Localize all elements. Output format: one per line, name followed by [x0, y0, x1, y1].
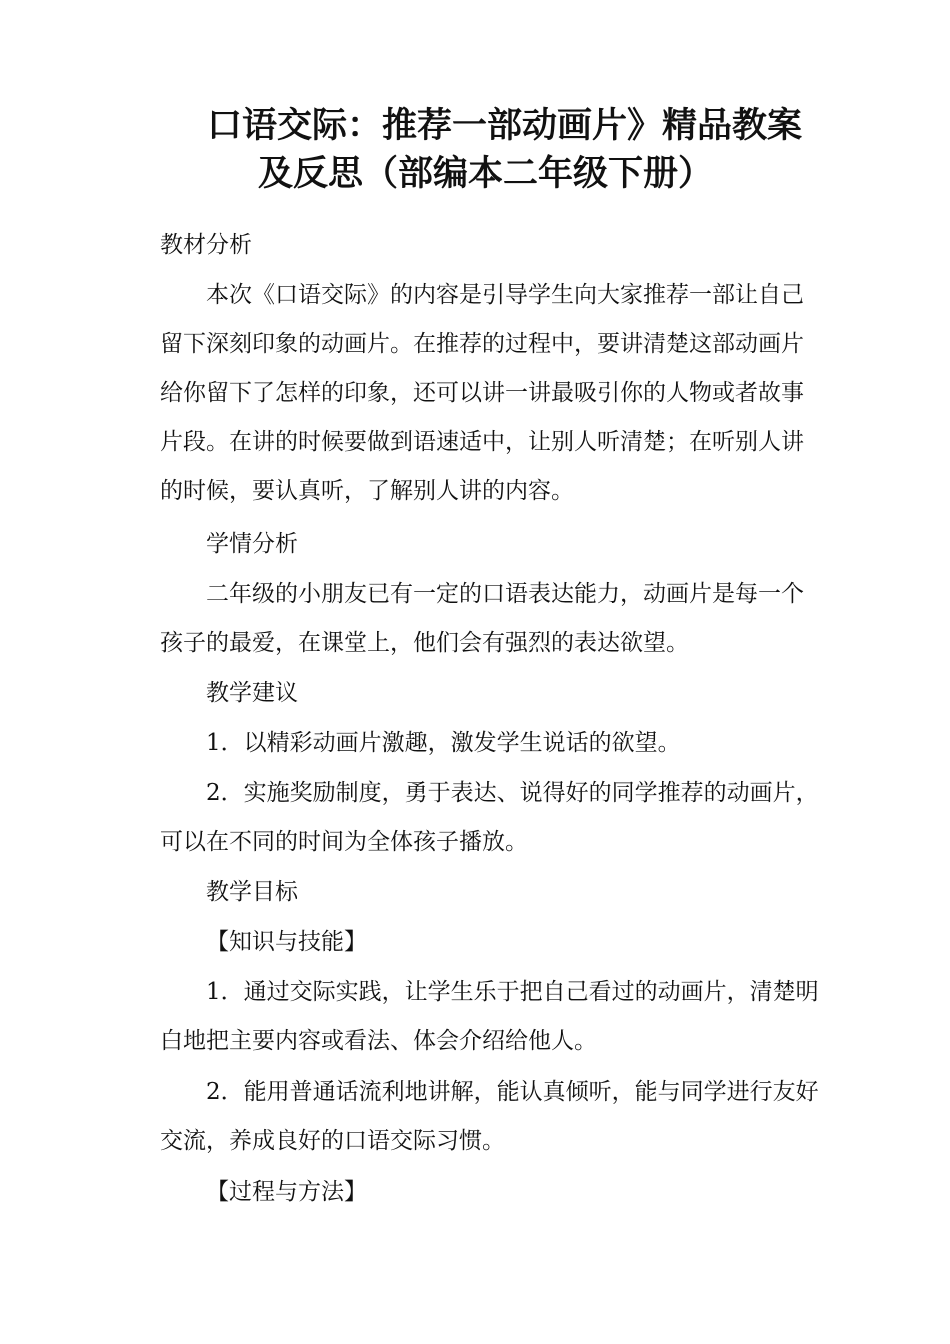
document-title-line-2: 及反思（部编本二年级下册）	[258, 154, 714, 194]
paragraph-student: 二年级的小朋友已有一定的口语表达能力，动画片是每一个孩子的最爱，在课堂上，他们会有强烈的表达欲望。	[160, 581, 804, 656]
section-heading-goal: 教学目标	[206, 879, 298, 905]
paragraph-knowledge-1: 1．通过交际实践，让学生乐于把自己看过的动画片，清楚明白地把主要内容或看法、体会介绍给他人。	[160, 979, 819, 1054]
document-title-line-1: 口语交际：推荐一部动画片》精品教案	[207, 106, 803, 146]
section-heading-suggestion: 教学建议	[206, 680, 298, 706]
paragraph-material: 本次《口语交际》的内容是引导学生向大家推荐一部让自己留下深刻印象的动画片。在推荐的过程中，要讲清楚这部动画片给你留下了怎样的印象，还可以讲一讲最吸引你的人物或者故事片段。在讲的时候要做到语速适中，让别人听清楚；在听别人讲的时候，要认真听，了解别人讲的内容。	[160, 282, 804, 504]
section-heading-student: 学情分析	[206, 531, 298, 557]
section-heading-process: 【过程与方法】	[206, 1179, 367, 1205]
paragraph-knowledge-2: 2．能用普通话流利地讲解，能认真倾听，能与同学进行友好交流，养成良好的口语交际习惯。	[160, 1079, 819, 1154]
section-heading-material: 教材分析	[160, 232, 252, 258]
paragraph-suggestion-2: 2．实施奖励制度，勇于表达、说得好的同学推荐的动画片，可以在不同的时间为全体孩子播放。	[160, 780, 819, 855]
section-heading-knowledge: 【知识与技能】	[206, 929, 367, 955]
paragraph-suggestion-1: 1．以精彩动画片激趣，激发学生说话的欲望。	[206, 730, 681, 756]
